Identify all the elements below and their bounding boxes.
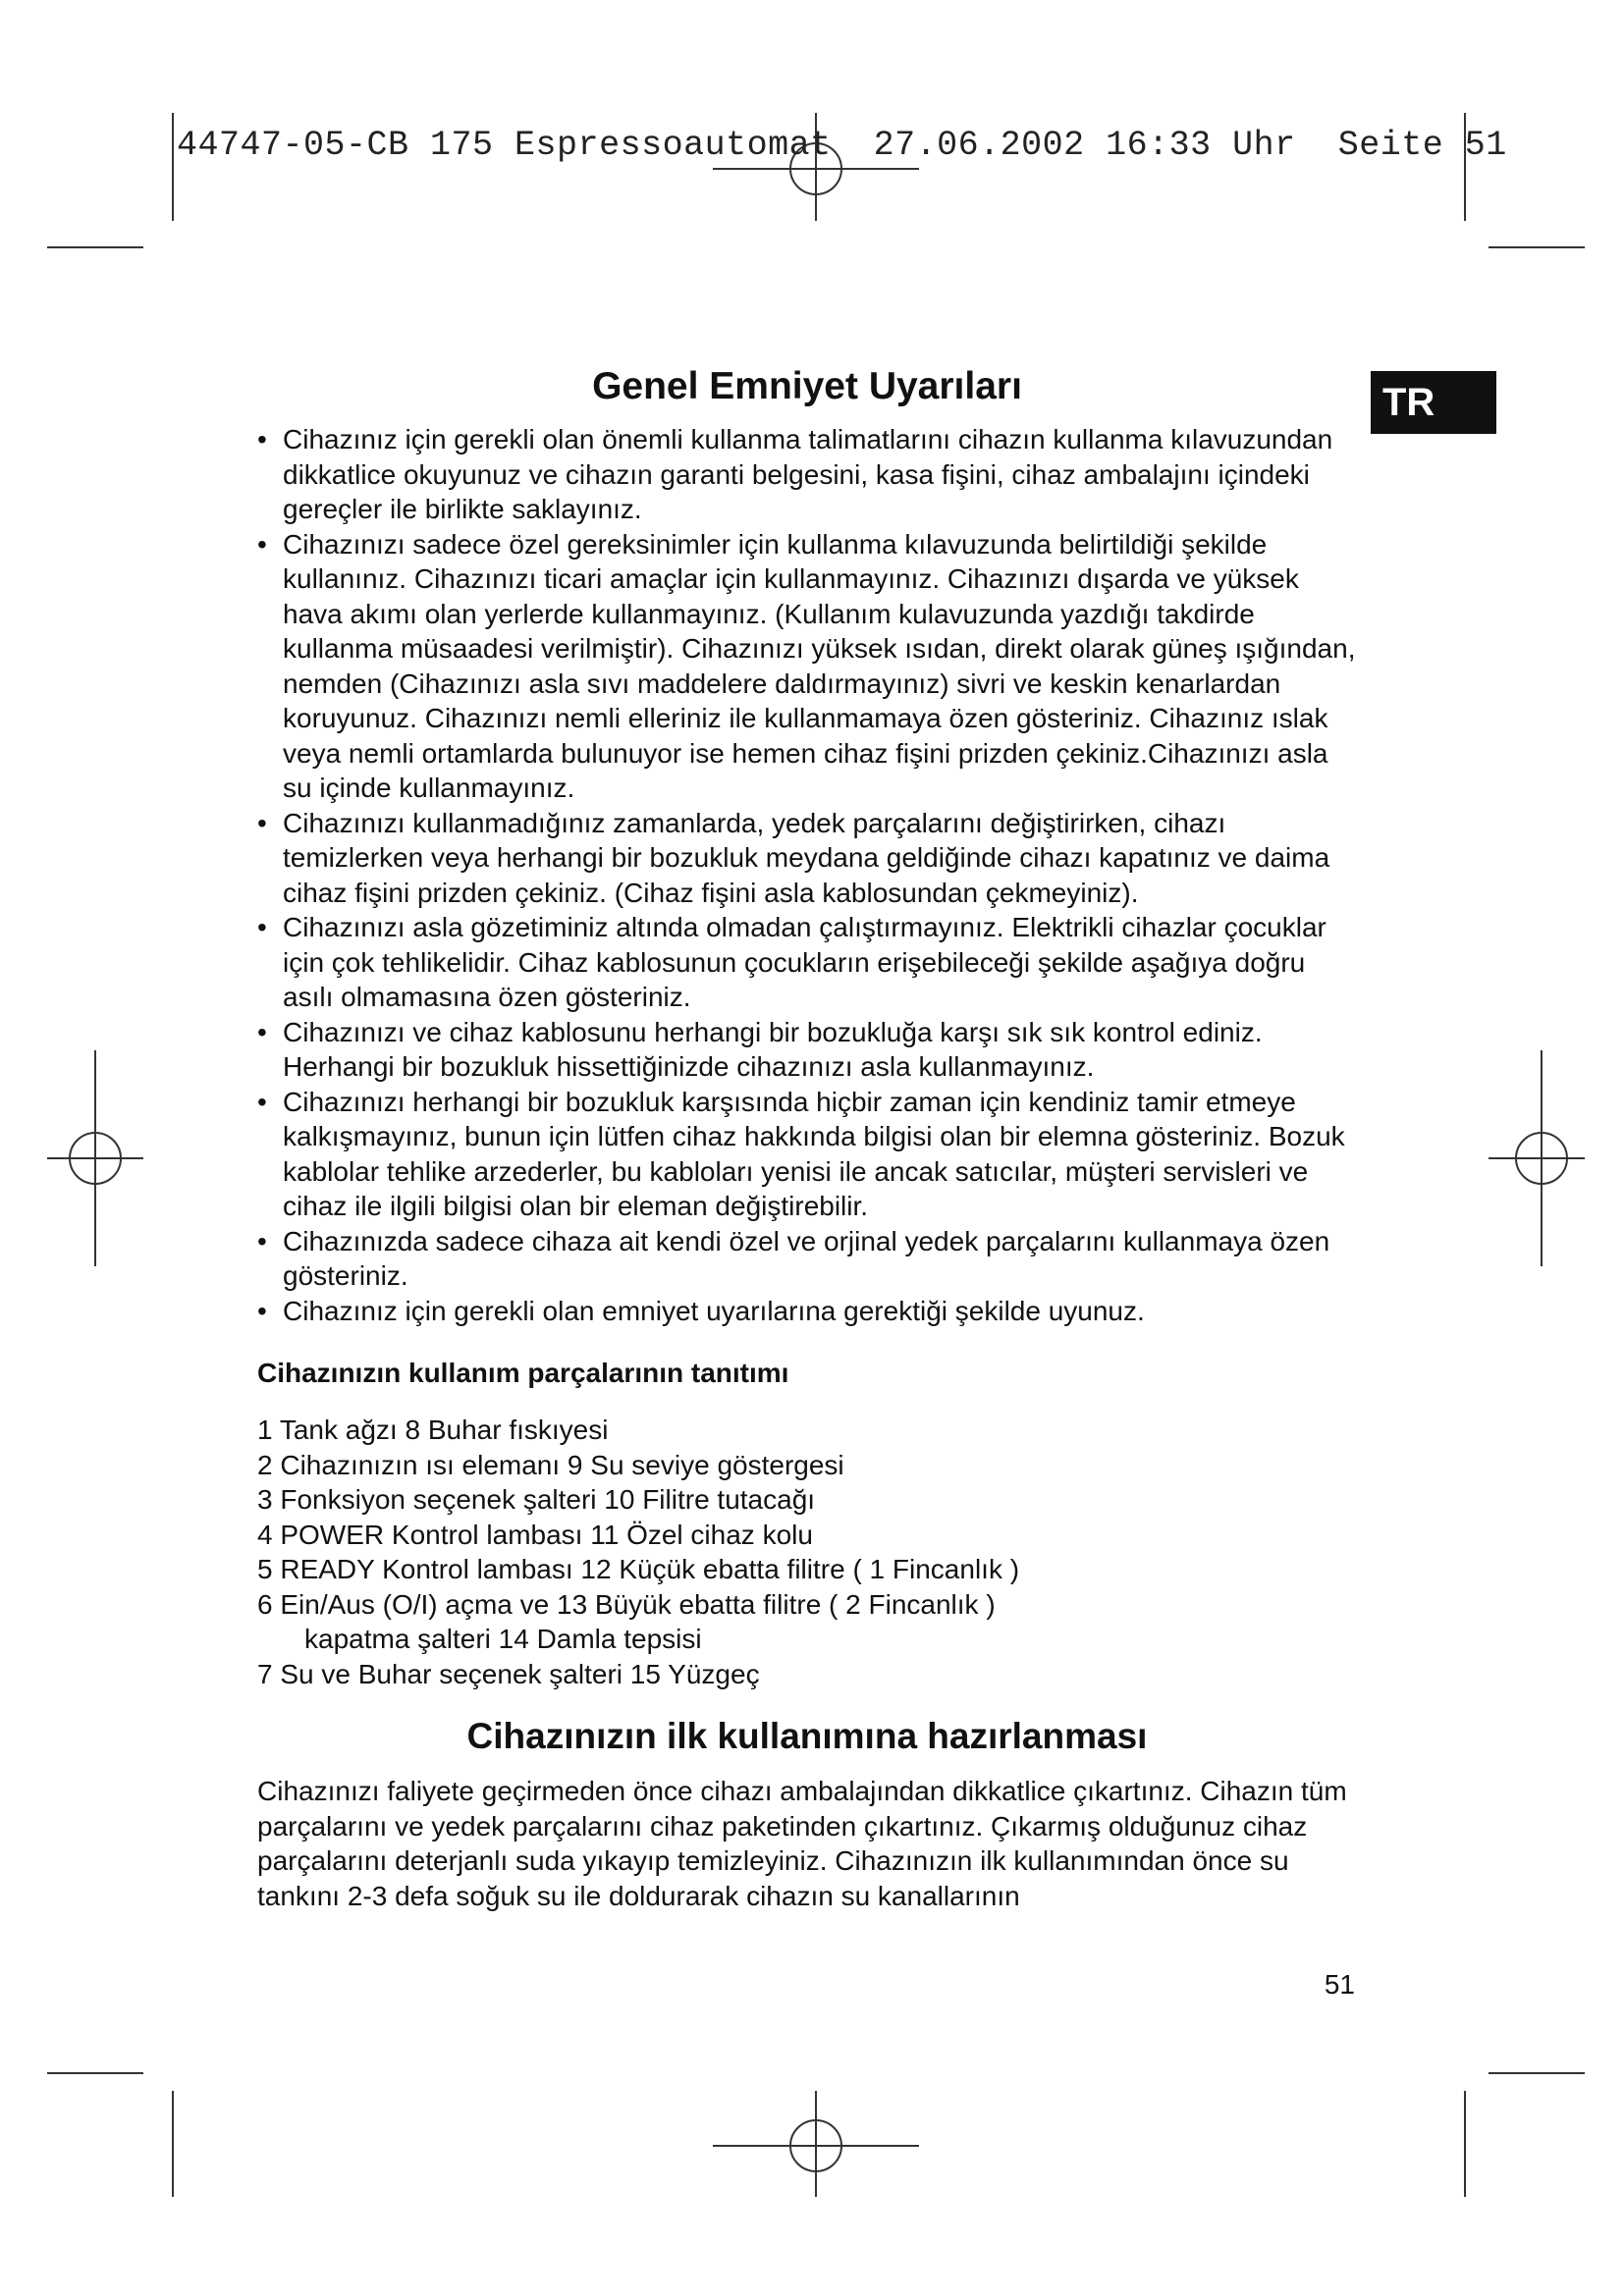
safety-bullet [257, 910, 1357, 1015]
parts-line: 4 POWER Kontrol lambası 11 Özel cihaz kolu [257, 1519, 813, 1550]
safety-bullet-list [257, 422, 1357, 1328]
first-use-paragraph: Cihazınızı faliyete geçirmeden önce cihazı ambalajından dikkatlice çıkartınız. Cihazın tüm parçalarını ve yedek parçalarını cihaz paketinden çıkartınız. Çıkarmış olduğunuz cihaz parçalarını deterjanlı suda yıkayıp temizleyiniz. Cihazınızın ilk kullanımından önce su tankını 2-3 defa soğuk su ile doldurarak cihazın su kanallarının [257, 1776, 1347, 1911]
bullet-icon: • [257, 807, 267, 838]
page-content [257, 363, 1357, 1913]
section-title-safety: Genel Emniyet Uyarıları [592, 365, 1022, 407]
bullet-icon: • [257, 1225, 267, 1256]
parts-line: 7 Su ve Buhar seçenek şalteri 15 Yüzgeç [257, 1658, 760, 1689]
print-header-line: 44747-05-CB 175 Espressoautomat 27.06.2002 16:33 Uhr Seite 51 [177, 126, 1507, 165]
safety-bullet [257, 1224, 1357, 1294]
safety-bullet [257, 1294, 1357, 1329]
bullet-icon: • [257, 528, 267, 560]
safety-bullet [257, 422, 1357, 527]
parts-section-title: Cihazınızın kullanım parçalarının tanıtımı [257, 1358, 789, 1388]
parts-line: 2 Cihazınızın ısı elemanı 9 Su seviye göstergesi [257, 1449, 844, 1480]
parts-list [257, 1413, 1357, 1691]
bullet-icon: • [257, 1086, 267, 1117]
safety-bullet-text: Cihazınızda sadece cihaza ait kendi özel ve orjinal yedek parçalarını kullanmaya özen gösteriniz. [283, 1225, 1330, 1291]
bullet-icon: • [257, 1016, 267, 1047]
parts-line: 6 Ein/Aus (O/I) açma ve 13 Büyük ebatta filitre ( 2 Fincanlık ) [257, 1588, 996, 1620]
parts-line: 1 Tank ağzı 8 Buhar fıskıyesi [257, 1415, 609, 1445]
parts-line: 5 READY Kontrol lambası 12 Küçük ebatta filitre ( 1 Fincanlık ) [257, 1554, 1020, 1584]
language-tab: TR [1371, 371, 1496, 434]
safety-bullet-text: Cihazınızı kullanmadığınız zamanlarda, yedek parçalarını değiştirirken, cihazı temizlerken veya herhangi bir bozukluk meydana geldiğinde cihazı kapatınız ve daima cihaz fişini prizden çekiniz. (Cihaz fişini asla kablosundan çekmeyiniz). [283, 807, 1330, 908]
safety-bullet-text: Cihazınızı ve cihaz kablosunu herhangi bir bozukluğa karşı sık sık kontrol ediniz. Herhangi bir bozukluk hissettiğinizde cihazınızı asla kullanmayınız. [283, 1016, 1263, 1082]
section-title-first-use: Cihazınızın ilk kullanımına hazırlanması [466, 1716, 1148, 1756]
bullet-icon: • [257, 1295, 267, 1326]
bullet-icon: • [257, 424, 267, 454]
safety-bullet-text: Cihazınız için gerekli olan önemli kullanma talimatlarını cihazın kullanma kılavuzundan dikkatlice okuyunuz ve cihazın garanti belgesini, kasa fişini, cihaz ambalajını içindeki gereçler ile birlikte saklayınız. [283, 424, 1333, 524]
safety-bullet-text: Cihazınız için gerekli olan emniyet uyarılarına gerektiği şekilde uyunuz. [283, 1295, 1145, 1326]
parts-line: kapatma şalteri 14 Damla tepsisi [304, 1624, 702, 1654]
safety-bullet-text: Cihazınızı sadece özel gereksinimler için kullanma kılavuzunda belirtildiği şekilde kullanınız. Cihazınızı ticari amaçlar için kullanmayınız. Cihazınızı dışarda ve yüksek hava akımı olan yerlerde kullanmayınız. (Kullanım kulavuzunda yazdığı takdirde kullanma müsaadesi verilmiştir). Cihazınızı yüksek ısıdan, direkt olarak güneş ışığından, nemden (Cihazınızı asla sıvı maddelere daldırmayınız) sivri ve keskin kenarlardan koruyunuz. Cihazınızı nemli elleriniz ile kullanmamaya özen gösteriniz. Cihazınız ıslak veya nemli ortamlarda bulunuyor ise hemen cihaz fişini prizden çekiniz.Cihazınızı asla su içinde kullanmayınız. [283, 528, 1356, 803]
safety-bullet [257, 1015, 1357, 1085]
safety-bullet-text: Cihazınızı asla gözetiminiz altında olmadan çalıştırmayınız. Elektrikli cihazlar çocuklar için çok tehlikelidir. Cihaz kablosunun çocukların erişebileceği şekilde aşağıya doğru asılı olmamasına özen gösteriniz. [283, 912, 1326, 1012]
bullet-icon: • [257, 912, 267, 942]
safety-bullet [257, 806, 1357, 911]
safety-bullet-text: Cihazınızı herhangi bir bozukluk karşısında hiçbir zaman için kendiniz tamir etmeye kalkışmayınız, bunun için lütfen cihaz hakkında bilgisi olan bir elemna gösteriniz. Bozuk kablolar tehlike arzederler, bu kabloları yenisi ile ancak satıcılar, müşteri servisleri ve cihaz ile ilgili bilgisi olan bir eleman değiştirebilir. [283, 1086, 1345, 1221]
parts-line: 3 Fonksiyon seçenek şalteri 10 Filitre tutacağı [257, 1484, 816, 1515]
page-number: 51 [1324, 1969, 1355, 2000]
safety-bullet [257, 1085, 1357, 1224]
safety-bullet [257, 527, 1357, 806]
